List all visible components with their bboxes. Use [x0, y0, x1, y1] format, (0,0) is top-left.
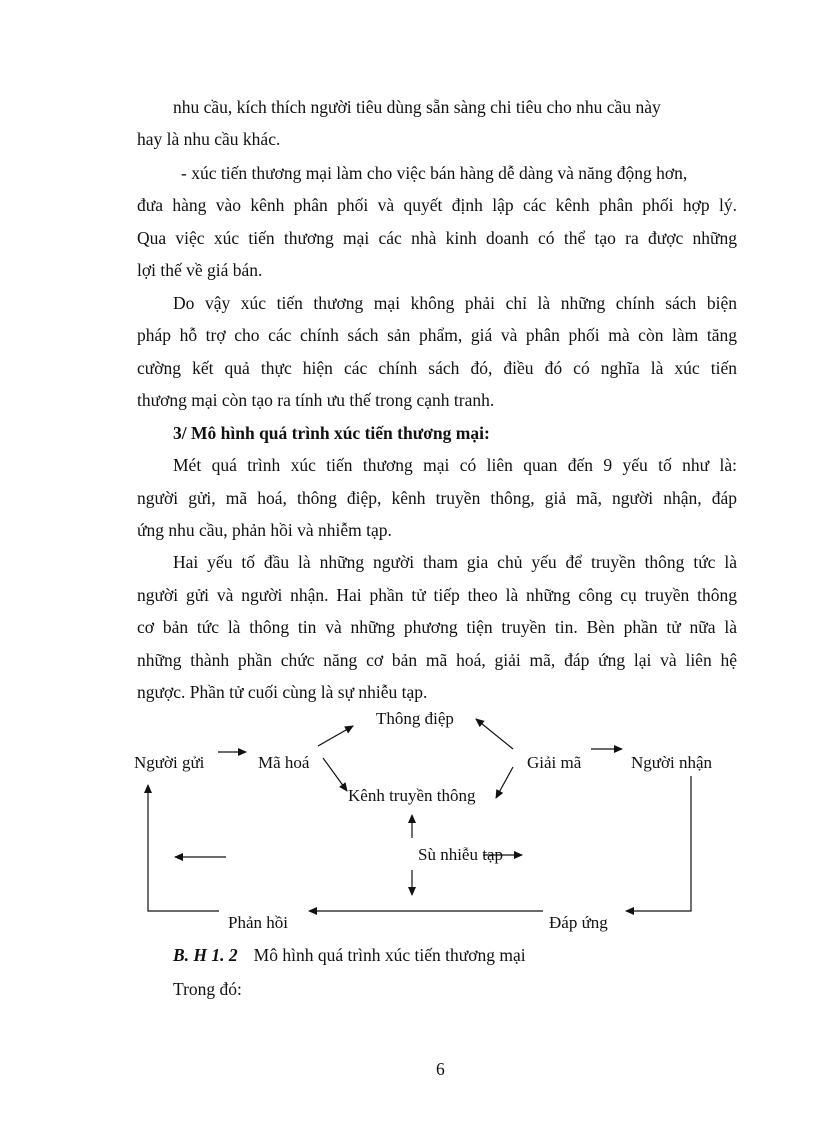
arrow-encode-to-message: [318, 726, 353, 746]
caption-label: B. H 1. 2: [173, 945, 238, 965]
node-decode: Giải mã: [527, 753, 582, 772]
node-receiver: Người nhận: [631, 753, 712, 772]
node-encode: Mã hoá: [258, 753, 310, 772]
arrow-decode-to-channel: [496, 767, 513, 798]
text-line-7: Do vậy xúc tiến thương mại không phải chỉ là những chính sách biện: [173, 293, 737, 313]
text-line-1: nhu cầu, kích thích người tiêu dùng sẵn sàng chi tiêu cho nhu cầu này: [173, 97, 661, 117]
node-noise: Sù nhiễu tạp: [418, 845, 503, 864]
text-line-18: những thành phần chức năng cơ bản mã hoá, giải mã, đáp ứng lại và liên hệ: [137, 650, 737, 670]
text-line-2: hay là nhu cầu khác.: [137, 129, 281, 149]
text-line-9: cường kết quả thực hiện các chính sách đó, điều đó có nghĩa là xúc tiến: [137, 358, 737, 378]
node-channel: Kênh truyền thông: [348, 786, 476, 805]
figure-caption: [173, 944, 526, 966]
arrow-decode-to-message: [476, 719, 513, 749]
text-line-15: Hai yếu tố đầu là những người tham gia chủ yếu để truyền thông tức là: [173, 552, 737, 572]
text-line-12: Mét quá trình xúc tiến thương mại có liên quan đến 9 yếu tố như là:: [173, 455, 737, 475]
text-line-6: lợi thế về giá bán.: [137, 260, 263, 280]
text-line-16: người gửi và người nhận. Hai phần tử tiếp theo là những công cụ truyền thông: [137, 585, 737, 605]
text-line-17: cơ bản tức là thông tin và những phương tiện truyền tin. Bèn phần tử nữa là: [137, 617, 737, 637]
node-sender: Người gửi: [134, 753, 205, 772]
arrow-encode-to-channel: [323, 758, 347, 791]
text-line-8: pháp hỗ trợ cho các chính sách sản phẩm, giá và phân phối mà còn làm tăng: [137, 325, 737, 345]
text-line-5: Qua việc xúc tiến thương mại các nhà kinh doanh có thể tạo ra được những: [137, 228, 737, 248]
trong-do-label: Trong đó:: [173, 979, 242, 999]
line-receiver-to-response: [626, 776, 691, 911]
node-feedback: Phản hồi: [228, 913, 288, 932]
page-number: 6: [436, 1059, 445, 1079]
text-line-4: đưa hàng vào kênh phân phối và quyết định lập các kênh phân phối hợp lý.: [137, 195, 737, 215]
text-line-10: thương mại còn tạo ra tính ưu thế trong cạnh tranh.: [137, 390, 495, 410]
text-line-19: ngược. Phần tử cuối cùng là sự nhiễu tạp.: [137, 682, 428, 702]
node-response: Đáp ứng: [549, 913, 608, 932]
section-heading: 3/ Mô hình quá trình xúc tiến thương mại:: [173, 423, 490, 443]
node-message: Thông điệp: [376, 709, 454, 728]
text-line-3: - xúc tiến thương mại làm cho việc bán hàng dễ dàng và năng động hơn,: [181, 163, 688, 183]
line-feedback-to-sender: [148, 785, 219, 911]
text-line-14: ứng nhu cầu, phản hồi và nhiễm tạp.: [137, 520, 392, 540]
text-line-13: người gửi, mã hoá, thông điệp, kênh truyền thông, giả mã, người nhận, đáp: [137, 488, 737, 508]
caption-text: Mô hình quá trình xúc tiến thương mại: [253, 945, 526, 965]
